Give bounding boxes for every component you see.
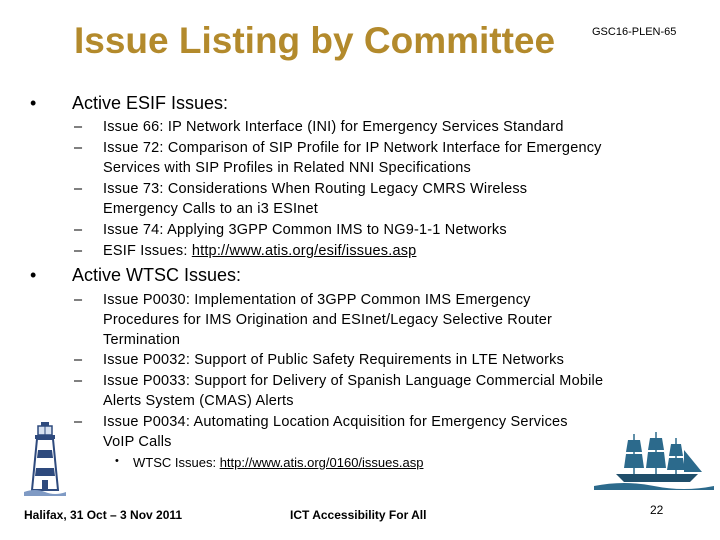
- bullet-icon: •: [30, 93, 37, 113]
- esif-issues-link[interactable]: http://www.atis.org/esif/issues.asp: [191, 243, 417, 259]
- list-item-line: Issue P0030: Implementation of 3GPP Common IMS Emergency: [103, 292, 531, 308]
- wtsc-issues-label: WTSC Issues:: [133, 455, 220, 470]
- page-number: 22: [650, 503, 664, 517]
- dash-icon: –: [74, 119, 83, 135]
- list-item: [74, 371, 693, 411]
- list-item-line: VoIP Calls: [103, 434, 172, 450]
- section-heading-label: Active ESIF Issues:: [72, 93, 229, 113]
- list-item-line: Issue 73: Considerations When Routing Legacy CMRS Wireless: [103, 181, 528, 197]
- dash-icon: –: [74, 292, 83, 308]
- bullet-icon: •: [115, 455, 119, 467]
- bullet-icon: •: [30, 265, 37, 285]
- list-item: [74, 241, 693, 261]
- dash-icon: –: [74, 181, 83, 197]
- section-heading-label: Active WTSC Issues:: [72, 265, 242, 285]
- dash-icon: –: [74, 352, 83, 368]
- slide-title: Issue Listing by Committee: [74, 20, 556, 61]
- section-heading-wtsc: [30, 265, 242, 286]
- wtsc-issues-link[interactable]: http://www.atis.org/0160/issues.asp: [219, 455, 424, 470]
- wtsc-issues-item: [115, 455, 424, 470]
- list-item-line: Emergency Calls to an i3 ESInet: [103, 201, 318, 217]
- footer-tagline: ICT Accessibility For All: [290, 508, 427, 522]
- sailing-ship-icon: [594, 430, 714, 492]
- dash-icon: –: [74, 222, 83, 238]
- list-item-line: Issue P0032: Support of Public Safety Requirements in LTE Networks: [103, 352, 565, 368]
- list-item: [74, 179, 693, 219]
- dash-icon: –: [74, 140, 83, 156]
- footer-location: Halifax, 31 Oct – 3 Nov 2011: [24, 508, 183, 522]
- list-item-line: Services with SIP Profiles in Related NNI Specifications: [103, 160, 471, 176]
- dash-icon: –: [74, 373, 83, 389]
- section-heading-esif: [30, 93, 229, 114]
- document-id: GSC16-PLEN-65: [592, 26, 677, 38]
- dash-icon: –: [74, 243, 83, 259]
- list-item: [74, 350, 693, 370]
- dash-icon: –: [74, 414, 83, 430]
- list-item: [74, 290, 693, 350]
- list-item-line: Issue 74: Applying 3GPP Common IMS to NG9-1-1 Networks: [103, 222, 507, 238]
- list-item-line: Issue P0034: Automating Location Acquisition for Emergency Services: [103, 414, 568, 430]
- list-item-line: Issue P0033: Support for Delivery of Spanish Language Commercial Mobile: [103, 373, 604, 389]
- list-item-line: Procedures for IMS Origination and ESInet/Legacy Selective Router: [103, 312, 553, 328]
- esif-issues-label: ESIF Issues:: [103, 243, 192, 259]
- lighthouse-icon: [20, 420, 70, 498]
- list-item-line: Termination: [103, 332, 181, 348]
- list-item: [74, 138, 693, 178]
- list-item-line: Issue 66: IP Network Interface (INI) for Emergency Services Standard: [103, 119, 564, 135]
- list-item-line: Issue 72: Comparison of SIP Profile for IP Network Interface for Emergency: [103, 140, 602, 156]
- list-item: [74, 220, 693, 240]
- list-item-line: Alerts System (CMAS) Alerts: [103, 393, 294, 409]
- list-item: [74, 117, 693, 137]
